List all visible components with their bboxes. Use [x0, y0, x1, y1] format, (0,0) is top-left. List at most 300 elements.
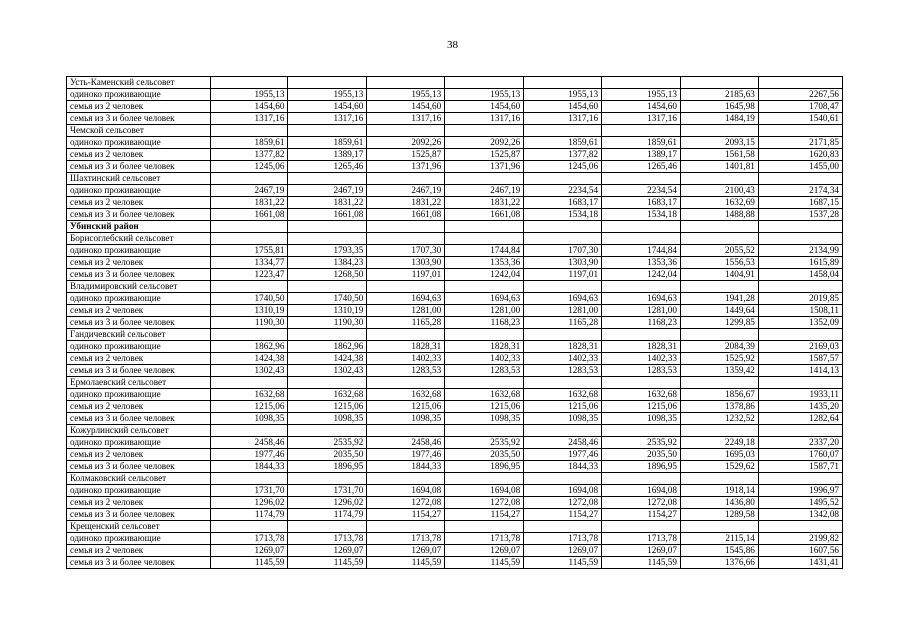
value-cell: 1695,03	[680, 449, 758, 461]
section-title: Гандичевский сельсовет	[67, 329, 211, 341]
value-cell: 1401,81	[680, 161, 758, 173]
value-cell: 1215,06	[367, 401, 445, 413]
value-cell: 1731,70	[288, 485, 367, 497]
section-header-row	[67, 425, 843, 437]
value-cell: 1269,07	[602, 545, 681, 557]
value-cell: 1098,35	[602, 413, 681, 425]
value-cell: 1317,16	[367, 113, 445, 125]
empty-cell	[367, 221, 445, 233]
empty-cell	[758, 521, 842, 533]
value-cell: 1896,95	[288, 461, 367, 473]
value-cell: 1632,68	[210, 389, 288, 401]
row-label: одиноко проживающие	[67, 293, 211, 305]
value-cell: 1755,81	[210, 245, 288, 257]
table-row	[67, 437, 843, 449]
empty-cell	[524, 233, 602, 245]
table-row	[67, 497, 843, 509]
value-cell: 1694,08	[524, 485, 602, 497]
value-cell: 1402,33	[445, 353, 524, 365]
row-label: семья из 2 человек	[67, 101, 211, 113]
row-label: семья из 3 и более человек	[67, 413, 211, 425]
value-cell: 1431,41	[758, 557, 842, 569]
value-cell: 2174,34	[758, 185, 842, 197]
value-cell: 1378,86	[680, 401, 758, 413]
empty-cell	[288, 521, 367, 533]
value-cell: 1744,84	[445, 245, 524, 257]
value-cell: 1454,60	[602, 101, 681, 113]
value-cell: 1828,31	[445, 341, 524, 353]
empty-cell	[758, 221, 842, 233]
value-cell: 1299,85	[680, 317, 758, 329]
value-cell: 1955,13	[524, 89, 602, 101]
empty-cell	[210, 281, 288, 293]
value-cell: 1955,13	[288, 89, 367, 101]
table-row	[67, 293, 843, 305]
value-cell: 1215,06	[210, 401, 288, 413]
value-cell: 1242,04	[445, 269, 524, 281]
value-cell: 2337,20	[758, 437, 842, 449]
empty-cell	[680, 329, 758, 341]
value-cell: 1317,16	[210, 113, 288, 125]
empty-cell	[210, 521, 288, 533]
value-cell: 1303,90	[367, 257, 445, 269]
value-cell: 1334,77	[210, 257, 288, 269]
empty-cell	[758, 77, 842, 89]
value-cell: 1632,69	[680, 197, 758, 209]
value-cell: 1154,27	[602, 509, 681, 521]
empty-cell	[445, 77, 524, 89]
value-cell: 1828,31	[602, 341, 681, 353]
empty-cell	[445, 173, 524, 185]
value-cell: 1896,95	[445, 461, 524, 473]
value-cell: 1620,83	[758, 149, 842, 161]
table-row	[67, 353, 843, 365]
value-cell: 1977,46	[524, 449, 602, 461]
value-cell: 1661,08	[367, 209, 445, 221]
value-cell: 1154,27	[524, 509, 602, 521]
empty-cell	[758, 173, 842, 185]
value-cell: 1454,60	[210, 101, 288, 113]
value-cell: 1269,07	[367, 545, 445, 557]
value-cell: 1283,53	[524, 365, 602, 377]
value-cell: 2171,85	[758, 137, 842, 149]
value-cell: 1683,17	[524, 197, 602, 209]
empty-cell	[524, 521, 602, 533]
value-cell: 2467,19	[445, 185, 524, 197]
value-cell: 1269,07	[210, 545, 288, 557]
empty-cell	[680, 473, 758, 485]
empty-cell	[288, 233, 367, 245]
empty-cell	[602, 377, 681, 389]
value-cell: 1289,58	[680, 509, 758, 521]
value-cell: 1844,33	[524, 461, 602, 473]
section-header-row	[67, 77, 843, 89]
empty-cell	[288, 281, 367, 293]
table-row	[67, 245, 843, 257]
row-label: семья из 3 и более человек	[67, 209, 211, 221]
empty-cell	[210, 233, 288, 245]
value-cell: 1190,30	[210, 317, 288, 329]
row-label: одиноко проживающие	[67, 137, 211, 149]
value-cell: 1197,01	[367, 269, 445, 281]
table-row	[67, 485, 843, 497]
value-cell: 1713,78	[367, 533, 445, 545]
empty-cell	[288, 77, 367, 89]
value-cell: 1859,61	[288, 137, 367, 149]
value-cell: 1760,07	[758, 449, 842, 461]
empty-cell	[758, 473, 842, 485]
empty-cell	[210, 125, 288, 137]
value-cell: 1145,59	[210, 557, 288, 569]
value-cell: 2019,85	[758, 293, 842, 305]
value-cell: 1371,96	[367, 161, 445, 173]
value-cell: 1455,00	[758, 161, 842, 173]
empty-cell	[680, 221, 758, 233]
value-cell: 1918,14	[680, 485, 758, 497]
value-cell: 1449,64	[680, 305, 758, 317]
row-label: семья из 2 человек	[67, 257, 211, 269]
value-cell: 2055,52	[680, 245, 758, 257]
value-cell: 1632,68	[367, 389, 445, 401]
value-cell: 1707,30	[367, 245, 445, 257]
empty-cell	[602, 473, 681, 485]
value-cell: 1632,68	[524, 389, 602, 401]
value-cell: 1687,15	[758, 197, 842, 209]
value-cell: 1402,33	[602, 353, 681, 365]
table-row	[67, 401, 843, 413]
value-cell: 1389,17	[602, 149, 681, 161]
value-cell: 1342,08	[758, 509, 842, 521]
empty-cell	[602, 329, 681, 341]
empty-cell	[445, 125, 524, 137]
row-label: семья из 3 и более человек	[67, 509, 211, 521]
empty-cell	[524, 77, 602, 89]
value-cell: 1996,97	[758, 485, 842, 497]
value-cell: 2115,14	[680, 533, 758, 545]
value-cell: 2092,26	[445, 137, 524, 149]
empty-cell	[524, 377, 602, 389]
value-cell: 1435,20	[758, 401, 842, 413]
value-cell: 1317,16	[602, 113, 681, 125]
section-header-row	[67, 233, 843, 245]
empty-cell	[445, 521, 524, 533]
empty-cell	[758, 329, 842, 341]
value-cell: 2084,39	[680, 341, 758, 353]
empty-cell	[445, 233, 524, 245]
empty-cell	[288, 329, 367, 341]
value-cell: 1844,33	[210, 461, 288, 473]
value-cell: 1525,92	[680, 353, 758, 365]
value-cell: 1272,08	[445, 497, 524, 509]
empty-cell	[445, 329, 524, 341]
value-cell: 1168,23	[445, 317, 524, 329]
empty-cell	[602, 77, 681, 89]
value-cell: 1615,89	[758, 257, 842, 269]
table-row	[67, 209, 843, 221]
empty-cell	[445, 377, 524, 389]
value-cell: 1740,50	[288, 293, 367, 305]
value-cell: 1168,23	[602, 317, 681, 329]
empty-cell	[680, 377, 758, 389]
value-cell: 1317,16	[288, 113, 367, 125]
value-cell: 1529,62	[680, 461, 758, 473]
table-row	[67, 317, 843, 329]
value-cell: 1098,35	[288, 413, 367, 425]
value-cell: 1404,91	[680, 269, 758, 281]
value-cell: 1933,11	[758, 389, 842, 401]
value-cell: 1317,16	[524, 113, 602, 125]
empty-cell	[680, 281, 758, 293]
value-cell: 1896,95	[602, 461, 681, 473]
empty-cell	[288, 473, 367, 485]
empty-cell	[758, 425, 842, 437]
value-cell: 1831,22	[210, 197, 288, 209]
empty-cell	[367, 281, 445, 293]
value-cell: 1272,08	[367, 497, 445, 509]
value-cell: 1098,35	[367, 413, 445, 425]
value-cell: 2035,50	[288, 449, 367, 461]
value-cell: 2093,15	[680, 137, 758, 149]
value-cell: 1384,23	[288, 257, 367, 269]
value-cell: 1828,31	[367, 341, 445, 353]
empty-cell	[602, 425, 681, 437]
table-row	[67, 257, 843, 269]
value-cell: 1508,11	[758, 305, 842, 317]
row-label: одиноко проживающие	[67, 533, 211, 545]
value-cell: 1154,27	[367, 509, 445, 521]
empty-cell	[680, 77, 758, 89]
row-label: семья из 3 и более человек	[67, 113, 211, 125]
table-row	[67, 269, 843, 281]
value-cell: 1856,67	[680, 389, 758, 401]
empty-cell	[367, 473, 445, 485]
empty-cell	[758, 233, 842, 245]
empty-cell	[680, 173, 758, 185]
section-title: Ермолаевский сельсовет	[67, 377, 211, 389]
empty-cell	[367, 77, 445, 89]
empty-cell	[602, 233, 681, 245]
value-cell: 2467,19	[367, 185, 445, 197]
value-cell: 1607,56	[758, 545, 842, 557]
table-row	[67, 137, 843, 149]
value-cell: 1268,50	[288, 269, 367, 281]
value-cell: 1525,87	[445, 149, 524, 161]
row-label: одиноко проживающие	[67, 245, 211, 257]
value-cell: 1302,43	[288, 365, 367, 377]
value-cell: 1661,08	[210, 209, 288, 221]
table-row	[67, 449, 843, 461]
value-cell: 2234,54	[602, 185, 681, 197]
value-cell: 1454,60	[367, 101, 445, 113]
empty-cell	[210, 173, 288, 185]
value-cell: 1862,96	[288, 341, 367, 353]
table-row	[67, 365, 843, 377]
value-cell: 2092,26	[367, 137, 445, 149]
value-cell: 1488,88	[680, 209, 758, 221]
empty-cell	[758, 125, 842, 137]
value-cell: 1859,61	[602, 137, 681, 149]
value-cell: 2535,92	[602, 437, 681, 449]
value-cell: 1283,53	[445, 365, 524, 377]
value-cell: 1098,35	[210, 413, 288, 425]
row-label: семья из 3 и более человек	[67, 161, 211, 173]
value-cell: 1694,63	[602, 293, 681, 305]
empty-cell	[524, 173, 602, 185]
value-cell: 1145,59	[445, 557, 524, 569]
section-title: Борисоглебский сельсовет	[67, 233, 211, 245]
value-cell: 1414,13	[758, 365, 842, 377]
value-cell: 1245,06	[210, 161, 288, 173]
value-cell: 2467,19	[288, 185, 367, 197]
district-title: Убинский район	[67, 221, 211, 233]
empty-cell	[524, 425, 602, 437]
value-cell: 1561,58	[680, 149, 758, 161]
table-row	[67, 113, 843, 125]
value-cell: 1281,00	[524, 305, 602, 317]
value-cell: 1296,02	[288, 497, 367, 509]
value-cell: 1661,08	[445, 209, 524, 221]
value-cell: 2035,50	[602, 449, 681, 461]
value-cell: 1272,08	[524, 497, 602, 509]
value-cell: 1174,79	[288, 509, 367, 521]
value-cell: 1694,08	[367, 485, 445, 497]
value-cell: 1556,53	[680, 257, 758, 269]
value-cell: 1215,06	[602, 401, 681, 413]
value-cell: 1190,30	[288, 317, 367, 329]
value-cell: 1424,38	[210, 353, 288, 365]
empty-cell	[367, 377, 445, 389]
value-cell: 1145,59	[602, 557, 681, 569]
value-cell: 1269,07	[288, 545, 367, 557]
empty-cell	[210, 377, 288, 389]
value-cell: 1283,53	[602, 365, 681, 377]
value-cell: 1371,96	[445, 161, 524, 173]
empty-cell	[758, 377, 842, 389]
value-cell: 1828,31	[524, 341, 602, 353]
value-cell: 1197,01	[524, 269, 602, 281]
value-cell: 1281,00	[367, 305, 445, 317]
table-row	[67, 389, 843, 401]
value-cell: 1708,47	[758, 101, 842, 113]
value-cell: 1215,06	[445, 401, 524, 413]
value-cell: 1402,33	[524, 353, 602, 365]
empty-cell	[524, 473, 602, 485]
value-cell: 1713,78	[602, 533, 681, 545]
value-cell: 1145,59	[524, 557, 602, 569]
value-cell: 1302,43	[210, 365, 288, 377]
value-cell: 1376,66	[680, 557, 758, 569]
value-cell: 1683,17	[602, 197, 681, 209]
value-cell: 1587,57	[758, 353, 842, 365]
empty-cell	[288, 377, 367, 389]
row-label: одиноко проживающие	[67, 89, 211, 101]
value-cell: 1862,96	[210, 341, 288, 353]
value-cell: 2134,99	[758, 245, 842, 257]
value-cell: 1310,19	[288, 305, 367, 317]
value-cell: 1587,71	[758, 461, 842, 473]
value-cell: 1215,06	[524, 401, 602, 413]
section-header-row	[67, 473, 843, 485]
section-title: Кожурлинский сельсовет	[67, 425, 211, 437]
value-cell: 1281,00	[602, 305, 681, 317]
empty-cell	[288, 125, 367, 137]
value-cell: 1283,53	[367, 365, 445, 377]
value-cell: 1859,61	[210, 137, 288, 149]
value-cell: 1955,13	[367, 89, 445, 101]
value-cell: 1352,09	[758, 317, 842, 329]
empty-cell	[758, 281, 842, 293]
table-row	[67, 461, 843, 473]
value-cell: 1377,82	[210, 149, 288, 161]
row-label: семья из 3 и более человек	[67, 269, 211, 281]
section-header-row	[67, 329, 843, 341]
value-cell: 1632,68	[445, 389, 524, 401]
section-title: Усть-Каменский сельсовет	[67, 77, 211, 89]
value-cell: 1955,13	[602, 89, 681, 101]
value-cell: 1269,07	[445, 545, 524, 557]
empty-cell	[367, 125, 445, 137]
value-cell: 2169,03	[758, 341, 842, 353]
section-header-row	[67, 521, 843, 533]
empty-cell	[210, 221, 288, 233]
row-label: одиноко проживающие	[67, 485, 211, 497]
row-label: семья из 2 человек	[67, 401, 211, 413]
value-cell: 1694,08	[602, 485, 681, 497]
value-cell: 1282,64	[758, 413, 842, 425]
row-label: семья из 2 человек	[67, 449, 211, 461]
value-cell: 1831,22	[445, 197, 524, 209]
empty-cell	[288, 221, 367, 233]
row-label: одиноко проживающие	[67, 185, 211, 197]
value-cell: 1353,36	[602, 257, 681, 269]
value-cell: 1436,80	[680, 497, 758, 509]
value-cell: 1707,30	[524, 245, 602, 257]
value-cell: 1534,18	[524, 209, 602, 221]
value-cell: 1454,60	[445, 101, 524, 113]
row-label: одиноко проживающие	[67, 389, 211, 401]
value-cell: 1537,28	[758, 209, 842, 221]
value-cell: 1495,52	[758, 497, 842, 509]
table-row	[67, 509, 843, 521]
value-cell: 1458,04	[758, 269, 842, 281]
empty-cell	[210, 473, 288, 485]
value-cell: 1694,63	[367, 293, 445, 305]
empty-cell	[445, 221, 524, 233]
value-cell: 1955,13	[445, 89, 524, 101]
row-label: семья из 3 и более человек	[67, 317, 211, 329]
value-cell: 1454,60	[524, 101, 602, 113]
value-cell: 2458,46	[210, 437, 288, 449]
value-cell: 1215,06	[288, 401, 367, 413]
empty-cell	[210, 329, 288, 341]
value-cell: 1098,35	[524, 413, 602, 425]
value-cell: 1525,87	[367, 149, 445, 161]
value-cell: 1632,68	[602, 389, 681, 401]
page-number: 38	[447, 39, 458, 51]
value-cell: 1977,46	[367, 449, 445, 461]
empty-cell	[602, 125, 681, 137]
empty-cell	[524, 125, 602, 137]
district-header-row	[67, 221, 843, 233]
empty-cell	[680, 125, 758, 137]
value-cell: 1269,07	[524, 545, 602, 557]
value-cell: 1165,28	[524, 317, 602, 329]
table-row	[67, 101, 843, 113]
value-cell: 2100,43	[680, 185, 758, 197]
empty-cell	[680, 425, 758, 437]
value-cell: 1389,17	[288, 149, 367, 161]
value-cell: 1694,63	[445, 293, 524, 305]
